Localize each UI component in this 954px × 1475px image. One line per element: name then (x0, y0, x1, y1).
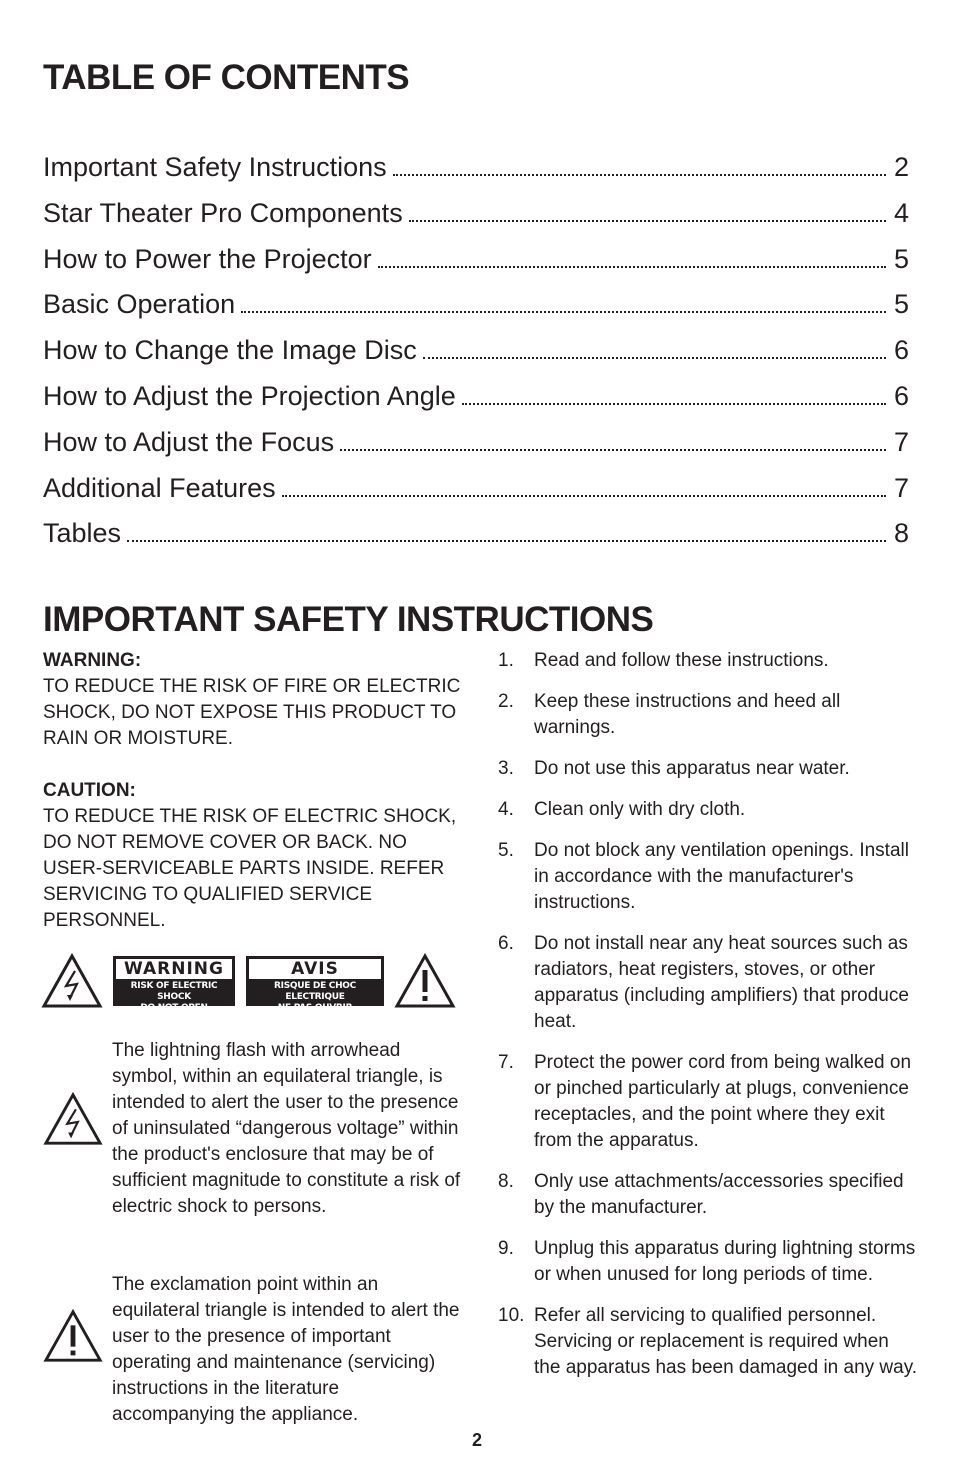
list-item (498, 1236, 918, 1288)
item-number: 7. (498, 1052, 514, 1073)
list-item (498, 1303, 918, 1381)
safety-instructions-list (498, 648, 918, 1396)
list-item (498, 648, 918, 674)
exclamation-triangle-icon (43, 1308, 103, 1364)
list-item (498, 797, 918, 823)
lightning-explanation (43, 1038, 463, 1248)
warning-label-line2: DO NOT OPEN (140, 1003, 208, 1013)
item-text: Read and follow these instructions. (534, 650, 829, 671)
item-number: 1. (498, 650, 514, 671)
warning-label-line1: RISK OF ELECTRIC SHOCK (130, 981, 218, 1002)
list-item (498, 756, 918, 782)
toc-entry-page: 8 (893, 518, 909, 549)
item-number: 3. (498, 758, 514, 779)
item-text: Protect the power cord from being walked on or pinched particularly at plugs, convenience receptacles, and the point where they exit from the apparatus. (534, 1052, 912, 1151)
warning-label (113, 956, 235, 1013)
dot-leader (393, 174, 886, 176)
toc-entry[interactable] (43, 518, 909, 564)
toc-entry[interactable] (43, 152, 909, 198)
item-text: Refer all servicing to qualified personnel. Servicing or replacement is required when the apparatus has been damaged in any way. (534, 1305, 918, 1378)
toc-entry-page: 5 (893, 243, 909, 274)
item-number: 4. (498, 799, 514, 820)
toc-entry[interactable] (43, 198, 909, 244)
warning-text: TO REDUCE THE RISK OF FIRE OR ELECTRIC SHOCK, DO NOT EXPOSE THIS PRODUCT TO RAIN OR MOISTURE. (43, 676, 461, 749)
safety-symbols-row (41, 953, 457, 1013)
lightning-warning-icon (41, 953, 103, 1009)
toc-entry[interactable] (43, 427, 909, 473)
dot-leader (378, 266, 886, 268)
warning-heading: WARNING: (43, 650, 142, 671)
avis-label (246, 956, 384, 1013)
toc-list (43, 152, 909, 564)
item-number: 5. (498, 840, 514, 861)
toc-entry-page: 6 (893, 335, 909, 366)
exclamation-warning-icon (394, 953, 456, 1009)
toc-entry-label: How to Adjust the Projection Angle (43, 380, 456, 411)
toc-entry-label: How to Adjust the Focus (43, 426, 335, 457)
list-item (498, 838, 918, 916)
toc-entry-page: 4 (893, 197, 909, 228)
item-number: 2. (498, 691, 514, 712)
toc-entry-label: Tables (43, 518, 122, 549)
dot-leader (127, 540, 886, 542)
dot-leader (409, 220, 886, 222)
list-item (498, 1050, 918, 1154)
dot-leader (423, 357, 886, 359)
caution-text: TO REDUCE THE RISK OF ELECTRIC SHOCK, DO NOT REMOVE COVER OR BACK. NO USER-SERVICEABLE PARTS INSIDE. REFER SERVICING TO QUALIFIED SERVICE PERSONNEL. (43, 806, 457, 931)
avis-label-line2: NE PAS OUVRIR (277, 1003, 353, 1013)
item-text: Only use attachments/accessories specified by the manufacturer. (534, 1171, 904, 1218)
item-text: Keep these instructions and heed all warnings. (534, 691, 841, 738)
item-number: 9. (498, 1238, 514, 1259)
item-text: Do not block any ventilation openings. Install in accordance with the manufacturer's instructions. (534, 840, 909, 913)
list-item (498, 1169, 918, 1221)
toc-entry-page: 6 (893, 380, 909, 411)
item-number: 6. (498, 933, 514, 954)
toc-entry-label: How to Power the Projector (43, 243, 372, 274)
warning-label-title: WARNING (116, 959, 232, 979)
item-number: 8. (498, 1171, 514, 1192)
dot-leader (462, 403, 886, 405)
dot-leader (340, 449, 886, 451)
avis-label-line1: RISQUE DE CHOC ELECTRIQUE (274, 981, 356, 1002)
safety-title: IMPORTANT SAFETY INSTRUCTIONS (43, 600, 654, 639)
item-text: Do not install near any heat sources such as radiators, heat registers, stoves, or other apparatus (including amplifiers) that produce heat. (534, 933, 909, 1032)
lightning-triangle-icon (43, 1091, 103, 1147)
item-number: 10. (498, 1305, 525, 1326)
list-item (498, 931, 918, 1035)
toc-entry-page: 2 (893, 152, 909, 182)
toc-entry-label: Important Safety Instructions (43, 152, 387, 182)
toc-entry-label: Star Theater Pro Components (43, 197, 403, 228)
toc-entry[interactable] (43, 335, 909, 381)
dot-leader (282, 495, 886, 497)
toc-entry-page: 7 (893, 426, 909, 457)
item-text: Clean only with dry cloth. (534, 799, 746, 820)
toc-entry[interactable] (43, 289, 909, 335)
toc-entry[interactable] (43, 244, 909, 290)
list-item (498, 689, 918, 741)
toc-entry-label: How to Change the Image Disc (43, 335, 417, 366)
page-number: 2 (471, 1430, 482, 1450)
dot-leader (241, 311, 886, 313)
item-text: Do not use this apparatus near water. (534, 758, 850, 779)
lightning-description: The lightning flash with arrowhead symbol, within an equilateral triangle, is intended to alert the user to the presence of uninsulated “dangerous voltage” within the product's enclosure that may be of sufficient magnitude to constitute a risk of electric shock to persons. (112, 1040, 461, 1217)
avis-label-title: AVIS (249, 959, 381, 979)
toc-entry-page: 5 (893, 289, 909, 320)
exclamation-explanation (43, 1272, 463, 1432)
warning-caution-column (43, 648, 463, 934)
caution-heading: CAUTION: (43, 780, 136, 801)
toc-title: TABLE OF CONTENTS (43, 58, 410, 97)
item-text: Unplug this apparatus during lightning storms or when unused for long periods of time. (534, 1238, 916, 1285)
toc-entry[interactable] (43, 473, 909, 519)
toc-entry[interactable] (43, 381, 909, 427)
toc-entry-label: Additional Features (43, 472, 276, 503)
toc-entry-page: 7 (893, 472, 909, 503)
toc-entry-label: Basic Operation (43, 289, 236, 320)
exclamation-description: The exclamation point within an equilateral triangle is intended to alert the user to the presence of important operating and maintenance (servicing) instructions in the literature accompanying the appliance. (112, 1274, 460, 1425)
